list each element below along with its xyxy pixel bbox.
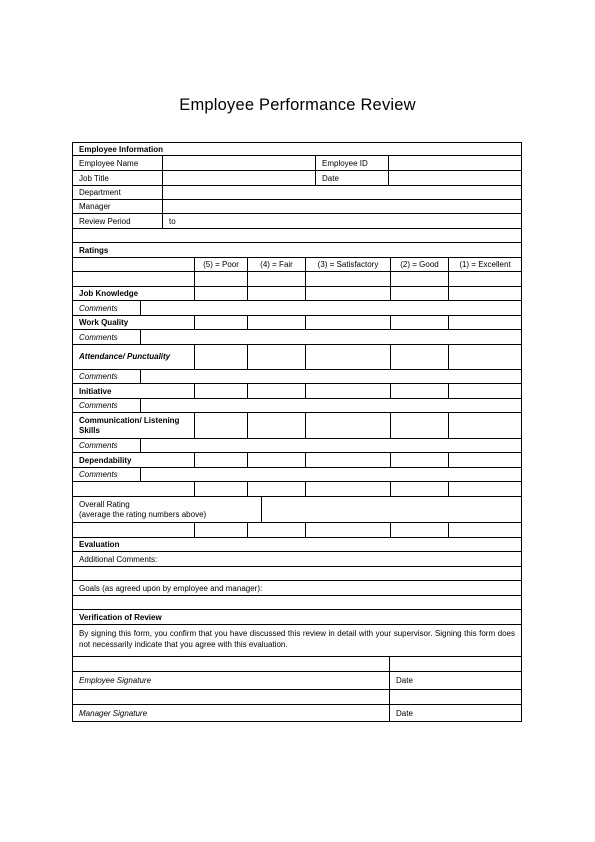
job-title-label: Job Title — [73, 171, 163, 185]
rating-cell-good[interactable] — [391, 413, 449, 438]
rating-blank-cell — [248, 523, 306, 537]
rating-blank-cell — [195, 272, 248, 286]
category-job-knowledge: Job Knowledge — [73, 287, 195, 300]
rating-blank-cell — [248, 272, 306, 286]
department-row — [72, 186, 522, 200]
rating-cell-satisfactory[interactable] — [306, 413, 391, 438]
rating-blank-cell — [306, 523, 391, 537]
page-title: Employee Performance Review — [179, 96, 416, 114]
overall-rating-note: (average the rating numbers above) — [79, 509, 207, 519]
rating-cell-poor[interactable] — [195, 316, 248, 329]
rating-blank-cell — [449, 272, 521, 286]
date-label: Date — [316, 171, 389, 185]
manager-row — [72, 200, 522, 214]
employee-id-field[interactable] — [389, 156, 521, 170]
department-field[interactable] — [163, 186, 521, 199]
ratings-heading: Ratings — [79, 245, 109, 255]
comments-field[interactable] — [141, 468, 521, 481]
rating-cell-fair[interactable] — [248, 316, 306, 329]
review-period-row — [72, 214, 522, 229]
comments-row-attendance — [72, 370, 522, 384]
rating-blank-cell — [449, 482, 521, 496]
review-period-label: Review Period — [73, 214, 163, 228]
rating-scale-row — [72, 258, 522, 272]
rating-cell-excellent[interactable] — [449, 345, 521, 369]
additional-comments-row — [72, 552, 522, 567]
job-title-row — [72, 171, 522, 186]
comments-row-communication — [72, 439, 522, 453]
scale-poor: (5) = Poor — [195, 258, 248, 271]
rating-cell-poor[interactable] — [195, 413, 248, 438]
rating-row-attendance — [72, 345, 522, 370]
rating-cell-fair[interactable] — [248, 287, 306, 300]
rating-blank-cell — [73, 272, 195, 286]
rating-cell-fair[interactable] — [248, 345, 306, 369]
goals-label: Goals (as agreed upon by employee and manager): — [79, 583, 263, 593]
overall-rating-field[interactable] — [262, 497, 521, 522]
manager-signature-field[interactable]: Manager Signature — [73, 705, 390, 721]
employee-name-row — [72, 156, 522, 171]
rating-blank-row-2 — [72, 482, 522, 497]
scale-good: (2) = Good — [391, 258, 449, 271]
category-communication: Communication/ Listening Skills — [73, 413, 195, 438]
rating-row-dependability — [72, 453, 522, 468]
signature-spacer — [73, 657, 390, 671]
verification-text: By signing this form, you confirm that you have discussed this review in detail with your supervisor. Signing this form does not necessarily indicate that you agree with this evaluation. — [79, 629, 515, 649]
comments-field[interactable] — [141, 439, 521, 452]
comments-row-job-knowledge — [72, 301, 522, 316]
overall-rating-row — [72, 497, 522, 523]
rating-cell-excellent[interactable] — [449, 413, 521, 438]
rating-cell-good[interactable] — [391, 316, 449, 329]
review-form — [72, 142, 522, 722]
rating-blank-row — [72, 272, 522, 287]
overall-rating-label — [73, 497, 262, 522]
rating-cell-good[interactable] — [391, 345, 449, 369]
comments-field[interactable] — [141, 399, 521, 412]
department-label: Department — [73, 186, 163, 199]
scale-fair: (4) = Fair — [248, 258, 306, 271]
rating-blank-cell — [306, 272, 391, 286]
evaluation-heading: Evaluation — [79, 540, 120, 549]
rating-cell-excellent[interactable] — [449, 384, 521, 398]
rating-blank-cell — [391, 523, 449, 537]
job-title-field[interactable] — [163, 171, 316, 185]
employee-signature-date[interactable]: Date — [396, 676, 413, 685]
rating-row-communication — [72, 413, 522, 439]
rating-blank-cell — [195, 482, 248, 496]
rating-blank-row-3 — [72, 523, 522, 538]
goals-line[interactable] — [73, 596, 521, 609]
rating-scale-blank — [73, 258, 195, 271]
rating-blank-cell — [73, 482, 195, 496]
rating-row-initiative — [72, 384, 522, 399]
date-spacer — [390, 690, 521, 704]
rating-cell-poor[interactable] — [195, 287, 248, 300]
category-attendance: Attendance/ Punctuality — [73, 345, 195, 369]
comments-label: Comments — [73, 399, 141, 412]
rating-blank-cell — [306, 482, 391, 496]
manager-label: Manager — [73, 200, 163, 213]
category-initiative: Initiative — [73, 384, 195, 398]
rating-cell-satisfactory[interactable] — [306, 453, 391, 467]
rating-cell-excellent[interactable] — [449, 287, 521, 300]
rating-blank-cell — [391, 272, 449, 286]
signature-spacer-row — [72, 657, 522, 672]
employee-name-label: Employee Name — [73, 156, 163, 170]
comments-label: Comments — [73, 330, 141, 344]
manager-signature-date[interactable]: Date — [396, 708, 413, 718]
rating-row-work-quality — [72, 316, 522, 330]
rating-cell-good[interactable] — [391, 287, 449, 300]
rating-blank-cell — [449, 523, 521, 537]
rating-blank-cell — [391, 482, 449, 496]
spacer-cell — [73, 229, 521, 242]
rating-cell-satisfactory[interactable] — [306, 287, 391, 300]
rating-cell-good[interactable] — [391, 384, 449, 398]
comments-label: Comments — [73, 439, 141, 452]
date-spacer — [390, 657, 521, 671]
section-header-ratings — [72, 243, 522, 258]
rating-cell-fair[interactable] — [248, 413, 306, 438]
rating-cell-fair[interactable] — [248, 453, 306, 467]
section-header-evaluation — [72, 538, 522, 552]
signature-spacer-row-2 — [72, 690, 522, 705]
rating-cell-excellent[interactable] — [449, 453, 521, 467]
rating-cell-fair[interactable] — [248, 384, 306, 398]
comments-row-initiative — [72, 399, 522, 413]
comments-row-work-quality — [72, 330, 522, 345]
date-field[interactable] — [389, 171, 521, 185]
comments-field[interactable] — [141, 301, 521, 315]
section-header-verification — [72, 610, 522, 625]
comments-field[interactable] — [141, 330, 521, 344]
goals-field[interactable] — [72, 596, 522, 610]
rating-cell-good[interactable] — [391, 453, 449, 467]
comments-label: Comments — [73, 301, 141, 315]
comments-label: Comments — [73, 370, 141, 383]
scale-excellent: (1) = Excellent — [459, 260, 511, 269]
rating-cell-poor[interactable] — [195, 384, 248, 398]
category-work-quality: Work Quality — [73, 316, 195, 329]
overall-rating-title: Overall Rating — [79, 499, 130, 509]
verification-heading: Verification of Review — [79, 612, 162, 622]
comments-field[interactable] — [141, 370, 521, 383]
additional-comments-line[interactable] — [73, 567, 521, 580]
scale-satisfactory: (3) = Satisfactory — [306, 258, 391, 271]
employee-signature-field[interactable]: Employee Signature — [73, 672, 390, 689]
employee-id-label: Employee ID — [316, 156, 389, 170]
rating-cell-excellent[interactable] — [449, 316, 521, 329]
goals-row — [72, 581, 522, 596]
comments-label: Comments — [73, 468, 141, 481]
review-period-field[interactable] — [163, 214, 521, 228]
signature-spacer — [73, 690, 390, 704]
manager-field[interactable] — [163, 200, 521, 213]
rating-row-job-knowledge — [72, 287, 522, 301]
rating-blank-cell — [248, 482, 306, 496]
comments-row-dependability — [72, 468, 522, 482]
rating-blank-cell — [195, 523, 248, 537]
verification-text-row — [72, 625, 522, 657]
to-label: to — [169, 216, 176, 226]
category-dependability: Dependability — [73, 453, 195, 467]
additional-comments-label: Additional Comments: — [79, 554, 158, 564]
additional-comments-field[interactable] — [72, 567, 522, 581]
employee-info-heading: Employee Information — [79, 144, 164, 154]
employee-signature-row — [72, 672, 522, 690]
rating-cell-satisfactory[interactable] — [306, 345, 391, 369]
section-header-employee-info — [72, 142, 522, 156]
spacer-row — [72, 229, 522, 243]
rating-cell-satisfactory[interactable] — [306, 384, 391, 398]
employee-name-field[interactable] — [163, 156, 316, 170]
manager-signature-row — [72, 705, 522, 722]
rating-cell-satisfactory[interactable] — [306, 316, 391, 329]
rating-cell-poor[interactable] — [195, 345, 248, 369]
rating-blank-cell — [73, 523, 195, 537]
rating-cell-poor[interactable] — [195, 453, 248, 467]
